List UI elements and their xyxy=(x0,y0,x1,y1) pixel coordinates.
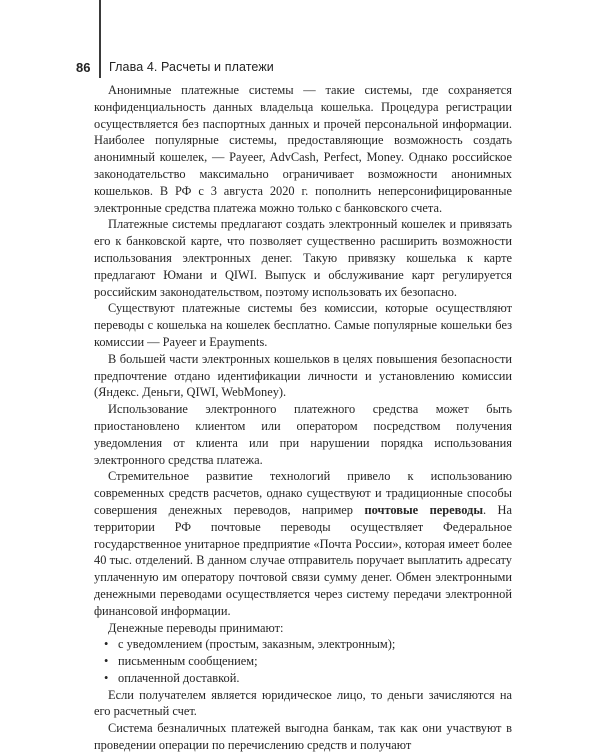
list-item: • с уведомлением (простым, заказным, электронным); xyxy=(104,637,396,652)
running-header xyxy=(76,58,274,76)
postal-bold-term: почтовые переводы xyxy=(364,502,483,517)
postal-text-before: Стремительное развитие технологий привело к использованию современных средств расчетов, однако существуют и традиционные способы совершения денежных переводов, например xyxy=(94,469,512,517)
bullet-icon: • xyxy=(104,654,109,669)
paragraph-postal-transfers xyxy=(94,468,512,619)
body-text xyxy=(94,82,512,754)
paragraph-suspension: Использование электронного платежного средства может быть приостановлено клиентом или оператором посредством получения уведомления от клиента или при нарушении порядка использования электронного средства платежа. xyxy=(94,402,512,467)
bullet-icon: • xyxy=(104,670,109,685)
list-intro: Денежные переводы принимают: xyxy=(108,620,284,635)
paragraph-no-commission: Существуют платежные системы без комиссии, которые осуществляют переводы с кошелька на кошелек бесплатно. Самые популярные кошельки без комиссии — Payeer и Epayments. xyxy=(94,301,512,349)
page-number: 86 xyxy=(76,59,91,75)
paragraph-card-binding: Платежные системы предлагают создать электронный кошелек и привязать его к банковской карте, что позволяет существенно расширить возможности использования электронных денег. Такую привязку кошелька к карте предлагают Юмани и QIWI. Выпуск и обслуживание карт регулируется российским законодательством, поэтому использовать их безопасно. xyxy=(94,217,512,299)
paragraph-banks-benefit: Система безналичных платежей выгодна банкам, так как они участвуют в проведении операции по перечислению средств и получают xyxy=(94,721,512,753)
transfer-types-list xyxy=(94,636,512,686)
paragraph-anonymous-systems: Анонимные платежные системы — такие системы, где сохраняется конфиденциальность данных владельца кошелька. Процедура регистрации осуществляется без паспортных данных и прочей персональной информации. Наиболее популярные системы, предоставляющие возможность создать анонимный кошелек, — Payeer, AdvCash, Perfect, Money. Однако российское законодательство максимально ограничивает возможности анонимных кошельков. В РФ с 3 августа 2020 г. пополнить неперсонифицированные электронные средства платежа можно только с банковского счета. xyxy=(94,83,512,215)
chapter-title: Глава 4. Расчеты и платежи xyxy=(109,60,274,74)
list-item: • письменным сообщением; xyxy=(104,654,258,669)
bullet-icon: • xyxy=(104,637,109,652)
postal-text-after: . На территории РФ почтовые переводы осуществляет Федеральное государственное унитарное предприятие «Почта России», которая имеет более 40 тыс. отделений. В данном случае отправитель поручает выплатить адресату уплаченную им оператору почтовой связи сумму денег. Обмен электронными денежными переводами осуществляется через систему передачи электронной финансовой информации. xyxy=(94,502,512,618)
paragraph-security: В большей части электронных кошельков в целях повышения безопасности предпочтение отдано идентификации личности и установлению комиссии (Яндекс. Деньги, QIWI, WebMoney). xyxy=(94,351,512,400)
list-item: • оплаченной доставкой. xyxy=(104,670,240,685)
paragraph-legal-entity: Если получателем является юридическое лицо, то деньги зачисляются на его расчетный счет. xyxy=(94,687,512,719)
